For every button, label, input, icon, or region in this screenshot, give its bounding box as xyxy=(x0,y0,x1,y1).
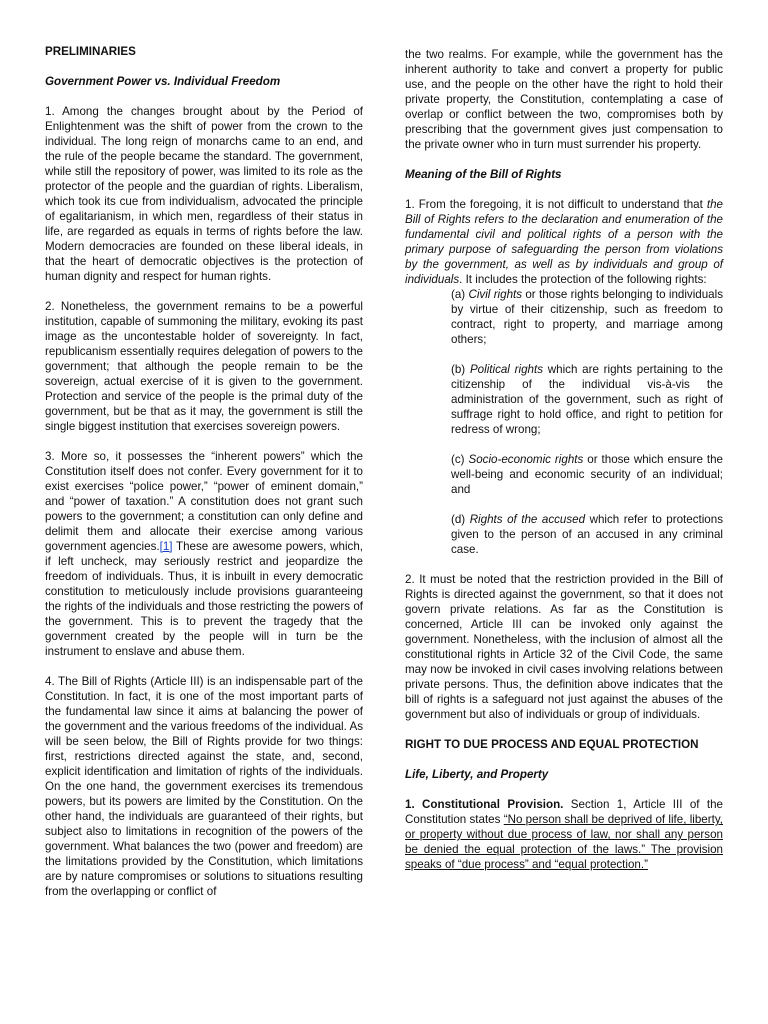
item-b-label: (b) xyxy=(451,363,470,376)
meaning-1-definition: the Bill of Rights refers to the declaration and enumeration of the fundamental civil and political rights of a person with the primary purpose of safeguarding the person from violations by the government, as well as by individuals and group of individuals xyxy=(405,198,723,286)
item-c-label: (c) xyxy=(451,453,469,466)
item-c-text: or those which ensure the well-being and economic security of an individual; and xyxy=(451,453,723,496)
meaning-heading: Meaning of the Bill of Rights xyxy=(405,168,562,181)
section-title: PRELIMINARIES xyxy=(45,45,136,58)
paragraph-1: 1. Among the changes brought about by the Period of Enlightenment was the shift of power from the crown to the individual. The long reign of monarchs came to an end, and the rule of the people became the standard. The government, while still the repository of power, was limited to its role as the protector of the people and the guardian of rights. Liberalism, which took its cue from individualism, advocated the principle of egalitarianism, in which men, regardless of their status in life, are regarded as equals in terms of rights before the law. Modern democracies are founded on these liberal ideals, in that the heart of democratic objectives is the protection of human dignity and respect for human rights. xyxy=(45,105,363,283)
item-a-term: Civil rights xyxy=(468,288,523,301)
meaning-paragraph-1 xyxy=(405,197,723,287)
right-item-d xyxy=(451,512,723,557)
paragraph-3-text-a: 3. More so, it possesses the “inherent powers” which the Constitution itself does not confer. Every government for it to exist exercises “police power,” “power of eminent domain,” and “power of taxation.” A constitution does not grant such powers to the government; a constitution can only define and delimit them and allocate their exercise among various government agencies. xyxy=(45,450,363,553)
meaning-paragraph-2: 2. It must be noted that the restriction provided in the Bill of Rights is directed against the government, so that it does not govern private relations. As far as the Constitution is concerned, Article III can be invoked only against the government. Nonetheless, with the inclusion of almost all the constitutional rights in Article 32 of the Civil Code, the same may now be invoked in civil cases involving relations between private persons. Thus, the definition above indicates that the bill of rights is a safeguard not just against the abuses of the government but also of individuals or group of individuals. xyxy=(405,573,723,721)
item-c-term: Socio-economic rights xyxy=(468,453,584,466)
right-column xyxy=(405,47,723,887)
meaning-1-text-b: . It includes the protection of the following rights: xyxy=(459,273,707,286)
item-a-text: or those rights belonging to individuals by virtue of their citizenship, such as freedom to contract, right to property, and marriage among others; xyxy=(451,288,724,346)
right-item-b xyxy=(451,362,723,437)
item-a-label: (a) xyxy=(451,288,469,301)
footnote-link-1[interactable]: [1] xyxy=(159,540,173,553)
provision-text: Section 1, Article III of the Constitution states xyxy=(405,798,723,826)
item-d-text: which refer to protections given to the person of an accused in any criminal case. xyxy=(451,513,724,556)
provision-quote: “No person shall be deprived of life, liberty, or property without due process of law, nor shall any person be denied the equal protection of the laws.” The provision speaks of “due process” and “equal protection.” xyxy=(405,813,723,871)
right-item-c xyxy=(451,452,723,497)
due-process-heading: RIGHT TO DUE PROCESS AND EQUAL PROTECTION xyxy=(405,738,699,751)
item-b-term: Political rights xyxy=(469,363,543,376)
left-column xyxy=(45,44,363,914)
item-d-term: Rights of the accused xyxy=(469,513,586,526)
provision-label: 1. Constitutional Provision. xyxy=(405,798,564,811)
constitutional-provision-paragraph xyxy=(405,797,723,872)
section-subtitle: Government Power vs. Individual Freedom xyxy=(45,75,281,88)
life-liberty-heading: Life, Liberty, and Property xyxy=(405,768,549,781)
paragraph-3 xyxy=(45,449,363,659)
paragraph-2: 2. Nonetheless, the government remains to be a powerful institution, capable of summoning the military, evoking its past image as the uncontestable holder of sovereignty. In fact, republicanism essentially requires delegation of powers to the government; that although the people remain to be the sovereign, actual exercise of it is given to the government. Protection and service of the people is the primal duty of the government, but be that as it may, the government is still the single biggest institution that exercises sovereign powers. xyxy=(45,300,363,433)
paragraph-continued: the two realms. For example, while the government has the inherent authority to take and convert a property for public use, and the people on the other have the right to hold their private property, the Constitution, contemplating a case of overlap or conflict between the two, compromises both by prescribing that the government gives just compensation to the private owner who in turn must surrender his property. xyxy=(405,48,723,151)
item-b-text: which are rights pertaining to the citizenship of the individual vis-à-vis the administration of the government, such as right of suffrage right to hold office, and right to petition for redress of wrong; xyxy=(451,363,723,436)
paragraph-3-text-b: These are awesome powers, which, if left uncheck, may seriously restrict and jeopardize the freedom of individuals. Thus, it is inbuilt in every democratic constitution to meticulously include provisions guaranteeing the rights of the individuals and those restricting the powers of the government. This is to prevent the tragedy that the government created by the people will in turn be the instrument to enslave and abuse them. xyxy=(45,540,364,658)
paragraph-4: 4. The Bill of Rights (Article III) is an indispensable part of the Constitution. In fact, it is one of the most important parts of the fundamental law since it aims at balancing the power of the government and the various freedoms of the individual. As will be seen below, the Bill of Rights provide for two things: first, restrictions directed against the state, and, second, explicit identification and limitation of rights of the individuals. On the one hand, the government exercises its tremendous powers, but its powers are limited by the Constitution. On the other hand, the individuals are guaranteed of their rights, but subject also to limitations in recognition of the powers of the government. What balances the two (power and freedom) are the limitations provided by the Constitution, which limitations are by nature compromises or solutions to situations resulting from the overlapping or conflict of xyxy=(45,675,363,898)
right-item-a xyxy=(451,287,723,347)
meaning-1-text-a: 1. From the foregoing, it is not difficult to understand that xyxy=(405,198,707,211)
item-d-label: (d) xyxy=(451,513,470,526)
